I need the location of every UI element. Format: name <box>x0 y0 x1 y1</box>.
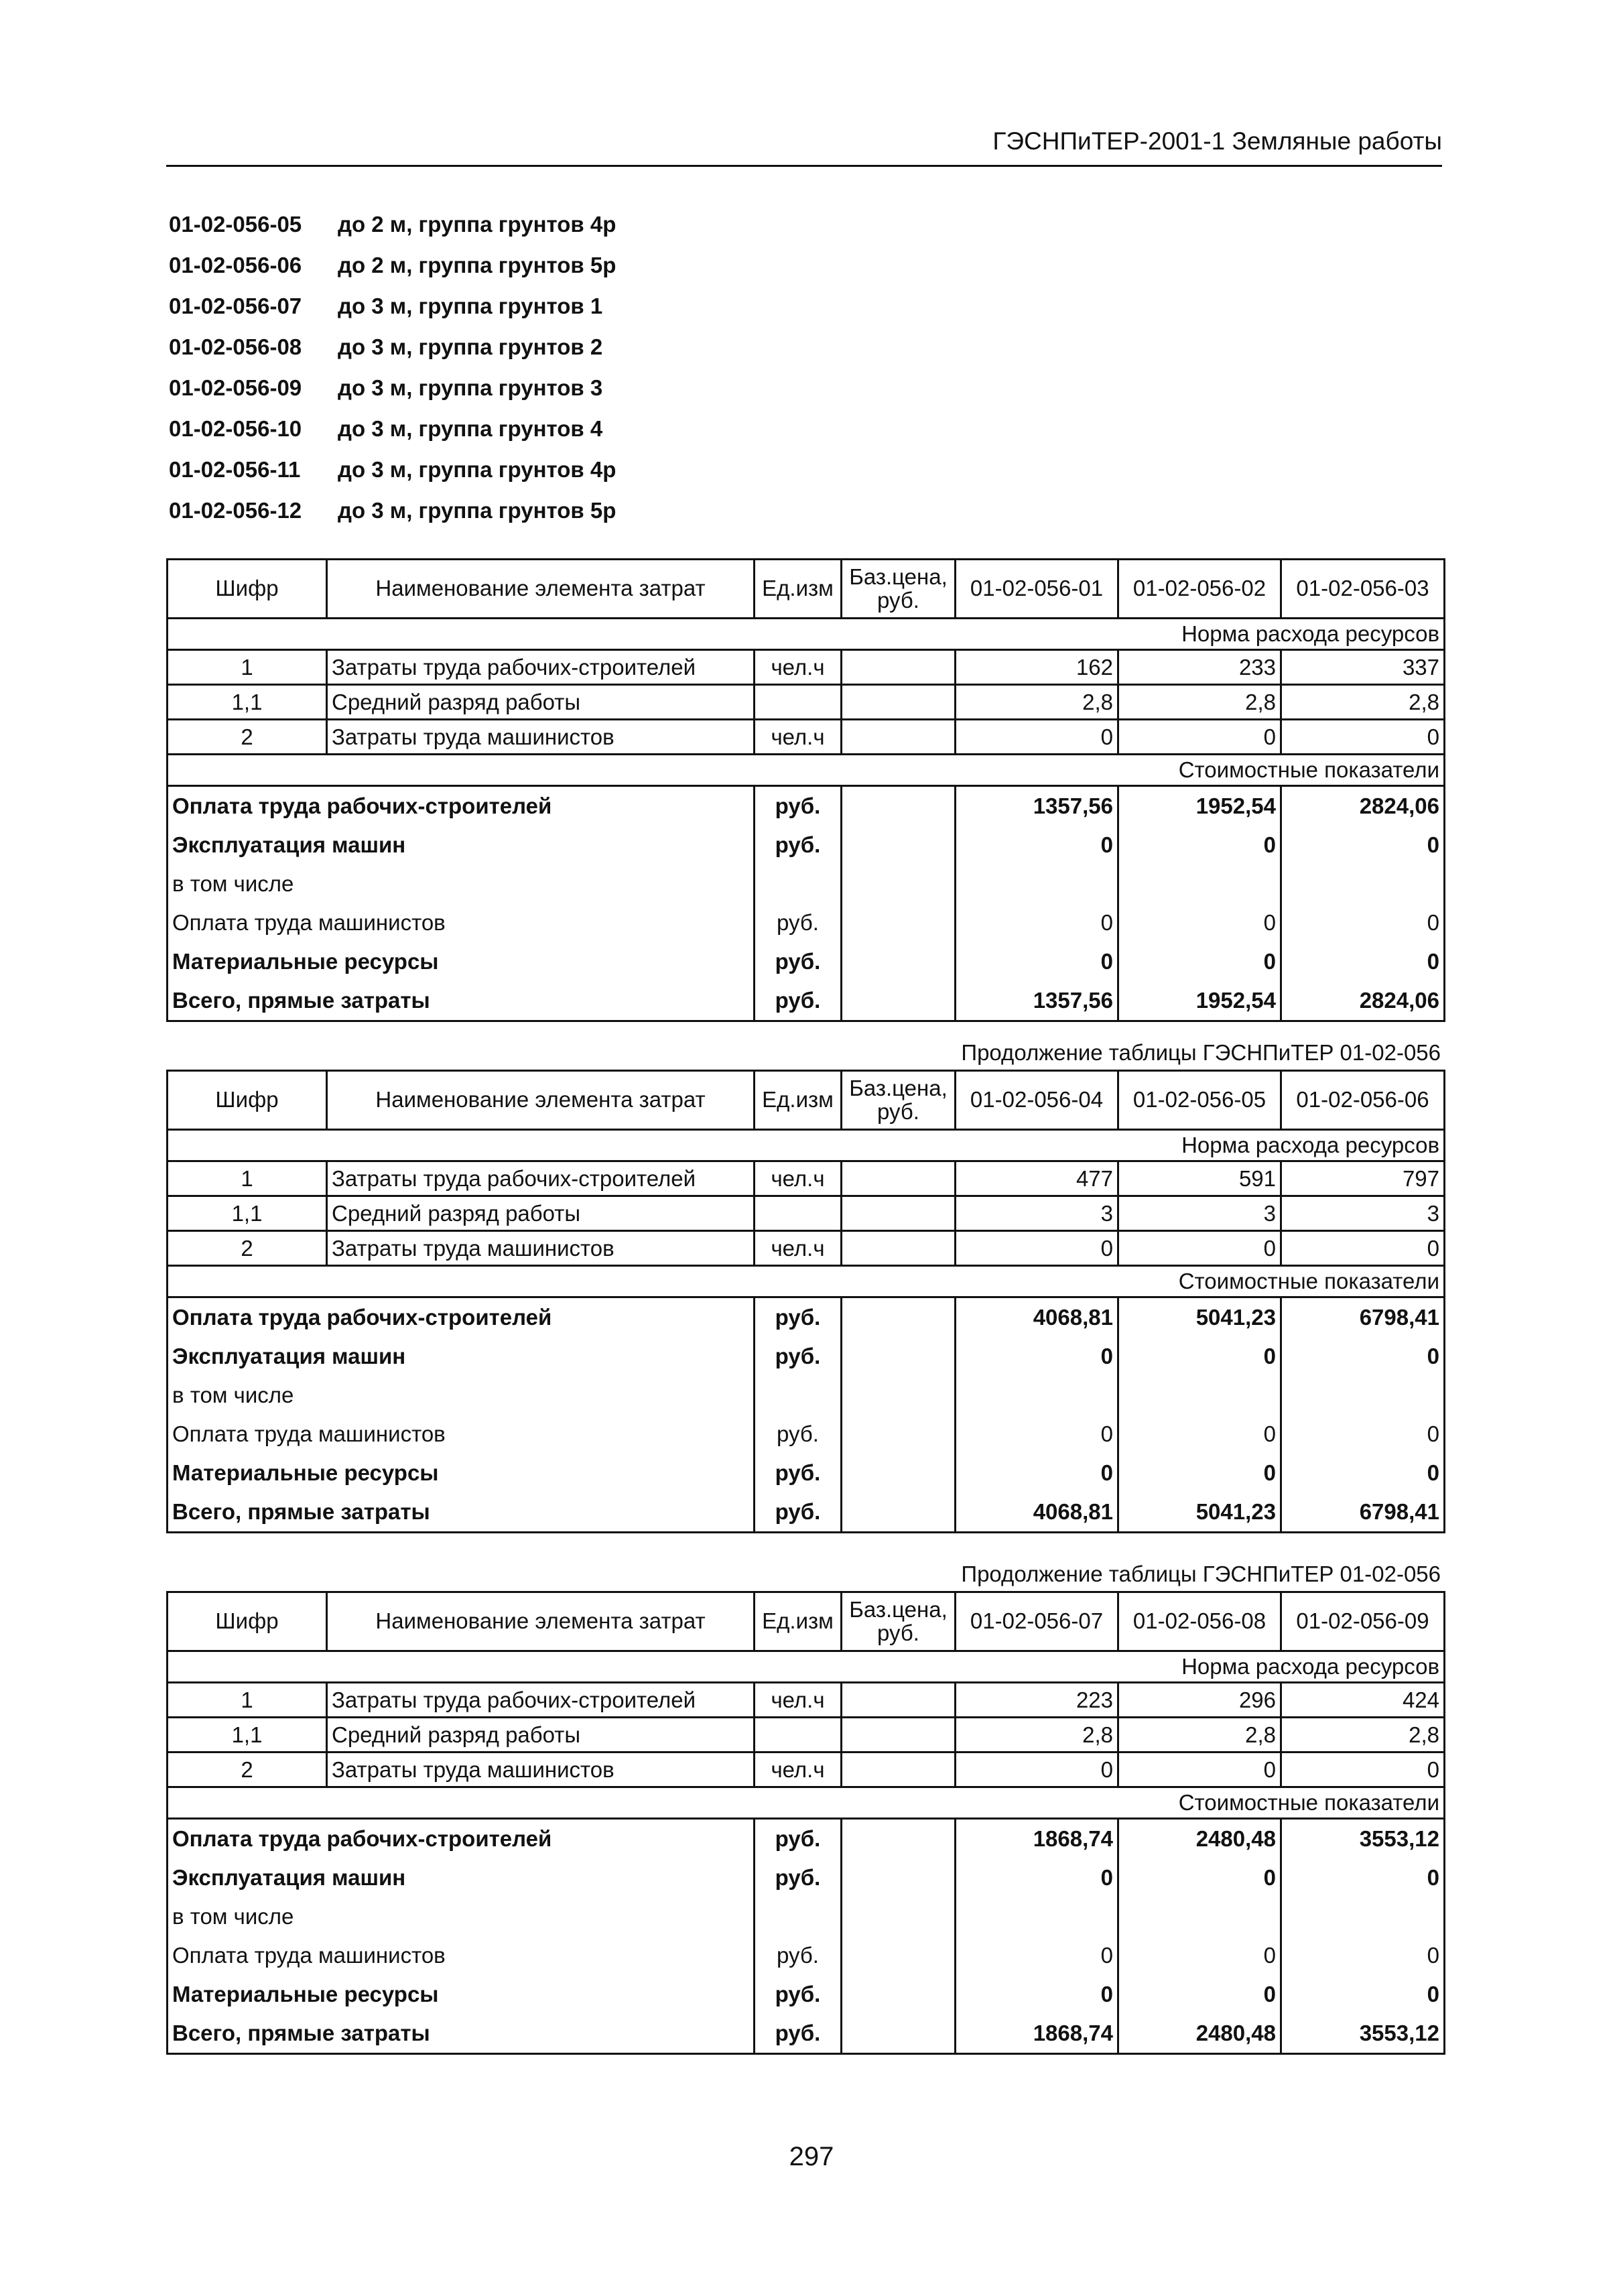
table-row <box>168 1683 1445 1718</box>
cost-table <box>166 1591 1445 2055</box>
resource-unit: чел.ч <box>755 1161 842 1196</box>
code-description: до 3 м, группа грунтов 5р <box>338 497 616 523</box>
resource-name: Средний разряд работы <box>327 1718 755 1752</box>
header-name: Наименование элемента затрат <box>327 1592 755 1651</box>
table-caption: Продолжение таблицы ГЭСНПиТЕР 01-02-056 <box>961 1561 1441 1586</box>
cost-value <box>1118 865 1281 903</box>
resource-number: 1 <box>168 1161 327 1196</box>
cost-value: 1357,56 <box>956 981 1118 1021</box>
header-name: Наименование элемента затрат <box>327 1071 755 1130</box>
cost-base-price <box>842 1819 956 1859</box>
cost-unit: руб. <box>755 942 842 981</box>
resource-name: Затраты труда рабочих-строителей <box>327 1683 755 1718</box>
header-code-column: 01-02-056-01 <box>956 560 1118 619</box>
code-list-item <box>169 490 616 531</box>
table-header-row <box>168 1592 1445 1651</box>
code-description: до 3 м, группа грунтов 4 <box>338 416 603 441</box>
cost-value: 0 <box>956 1454 1118 1492</box>
cost-table-section <box>166 1561 1443 2055</box>
page-header-title: ГЭСНПиТЕР-2001-1 Земляные работы <box>992 127 1442 155</box>
cost-base-price <box>842 1858 956 1897</box>
cost-unit <box>755 1897 842 1936</box>
resource-value: 0 <box>956 1231 1118 1266</box>
cost-value: 0 <box>956 826 1118 865</box>
cost-name: Эксплуатация машин <box>172 1865 406 1890</box>
resource-value: 223 <box>956 1683 1118 1718</box>
cost-value: 1868,74 <box>956 1819 1118 1859</box>
cost-base-price <box>842 1897 956 1936</box>
cost-value <box>1281 865 1445 903</box>
cost-unit: руб. <box>755 786 842 826</box>
header-cipher: Шифр <box>168 1592 327 1651</box>
table-row <box>168 1161 1445 1196</box>
cost-value: 4068,81 <box>956 1492 1118 1533</box>
code-cipher: 01-02-056-11 <box>169 456 301 482</box>
cost-value: 1868,74 <box>956 2014 1118 2054</box>
table-row <box>168 1752 1445 1787</box>
cost-value: 0 <box>1281 1454 1445 1492</box>
cost-base-price <box>842 942 956 981</box>
resource-value: 2,8 <box>1118 1718 1281 1752</box>
cost-band: Стоимостные показатели <box>168 1787 1445 1819</box>
cost-table-section <box>166 554 1443 1022</box>
cost-value <box>1118 1897 1281 1936</box>
cost-name: Материальные ресурсы <box>172 949 439 974</box>
cost-unit: руб. <box>755 981 842 1021</box>
cost-base-price <box>842 1337 956 1376</box>
resource-number: 1 <box>168 650 327 685</box>
resource-unit: чел.ч <box>755 1752 842 1787</box>
norm-band: Норма расхода ресурсов <box>168 619 1445 650</box>
header-base-price <box>842 1592 956 1651</box>
cost-value: 0 <box>956 903 1118 942</box>
table-row <box>168 650 1445 685</box>
resource-value: 797 <box>1281 1161 1445 1196</box>
cost-base-price <box>842 826 956 865</box>
resource-number: 1,1 <box>168 1196 327 1231</box>
table-header-row <box>168 560 1445 619</box>
cost-value: 4068,81 <box>956 1297 1118 1338</box>
resource-value: 2,8 <box>1118 685 1281 720</box>
cost-name: Оплата труда рабочих-строителей <box>172 793 552 818</box>
norm-band: Норма расхода ресурсов <box>168 1130 1445 1161</box>
cost-value: 6798,41 <box>1281 1492 1445 1533</box>
cost-base-price <box>842 981 956 1021</box>
resource-value: 0 <box>1118 1752 1281 1787</box>
table-header-row <box>168 1071 1445 1130</box>
resource-unit <box>755 1718 842 1752</box>
cost-base-price <box>842 1454 956 1492</box>
table-row <box>168 1492 1445 1533</box>
cost-value: 3553,12 <box>1281 2014 1445 2054</box>
cost-base-price <box>842 1975 956 2014</box>
code-cipher: 01-02-056-09 <box>169 375 302 400</box>
resource-base-price <box>842 1161 956 1196</box>
table-row <box>168 1337 1445 1376</box>
resource-value: 2,8 <box>956 1718 1118 1752</box>
table-row <box>168 1454 1445 1492</box>
cost-unit: руб. <box>755 903 842 942</box>
cost-value: 5041,23 <box>1118 1297 1281 1338</box>
cost-value <box>956 1897 1118 1936</box>
cost-name: Всего, прямые затраты <box>168 981 755 1021</box>
header-base-price-line2: руб. <box>877 587 919 613</box>
cost-value: 0 <box>1118 1936 1281 1975</box>
resource-value: 0 <box>1281 1231 1445 1266</box>
cost-value: 0 <box>1281 1975 1445 2014</box>
cost-value: 0 <box>1281 826 1445 865</box>
table-row <box>168 720 1445 755</box>
resource-base-price <box>842 1196 956 1231</box>
cost-name: Материальные ресурсы <box>172 1460 439 1485</box>
cost-value: 0 <box>956 1415 1118 1454</box>
header-code-column: 01-02-056-07 <box>956 1592 1118 1651</box>
header-base-price-line1: Баз.цена, <box>849 1075 948 1100</box>
resource-value: 477 <box>956 1161 1118 1196</box>
norm-band: Норма расхода ресурсов <box>168 1651 1445 1683</box>
cost-name: Всего, прямые затраты <box>168 2014 755 2054</box>
cost-value: 0 <box>1281 903 1445 942</box>
resource-name: Средний разряд работы <box>327 685 755 720</box>
cost-base-price <box>842 1415 956 1454</box>
resource-name: Средний разряд работы <box>327 1196 755 1231</box>
resource-unit: чел.ч <box>755 720 842 755</box>
cost-unit: руб. <box>755 826 842 865</box>
resource-number: 1,1 <box>168 685 327 720</box>
header-unit: Ед.изм <box>755 560 842 619</box>
code-cipher: 01-02-056-10 <box>169 416 302 441</box>
cost-value: 0 <box>1281 1337 1445 1376</box>
code-cipher: 01-02-056-05 <box>169 211 302 237</box>
code-list-item <box>169 245 616 285</box>
cost-value: 1952,54 <box>1118 981 1281 1021</box>
cost-value: 0 <box>956 1337 1118 1376</box>
resource-base-price <box>842 1231 956 1266</box>
resource-value: 0 <box>1281 720 1445 755</box>
page-number: 297 <box>789 2142 834 2171</box>
cost-name: Оплата труда машинистов <box>172 910 446 935</box>
code-cipher: 01-02-056-06 <box>169 252 302 277</box>
resource-number: 2 <box>168 1752 327 1787</box>
resource-value: 2,8 <box>1281 685 1445 720</box>
table-row <box>168 1196 1445 1231</box>
cost-unit: руб. <box>755 2014 842 2054</box>
cost-value: 5041,23 <box>1118 1492 1281 1533</box>
code-list-item <box>169 449 616 490</box>
cost-value: 0 <box>1281 1936 1445 1975</box>
cost-value: 0 <box>956 1858 1118 1897</box>
resource-base-price <box>842 1718 956 1752</box>
table-row <box>168 2014 1445 2054</box>
table-row <box>168 865 1445 903</box>
resource-value: 3 <box>1118 1196 1281 1231</box>
resource-unit <box>755 685 842 720</box>
code-description: до 3 м, группа грунтов 3 <box>338 375 603 400</box>
resource-value: 0 <box>1118 720 1281 755</box>
cost-value: 0 <box>1118 1858 1281 1897</box>
cost-name: Эксплуатация машин <box>172 1344 406 1368</box>
resource-base-price <box>842 650 956 685</box>
resource-number: 2 <box>168 720 327 755</box>
cost-name: в том числе <box>172 1904 294 1929</box>
header-cipher: Шифр <box>168 1071 327 1130</box>
table-row <box>168 1231 1445 1266</box>
cost-value: 0 <box>1118 903 1281 942</box>
table-row <box>168 1376 1445 1415</box>
header-base-price-line2: руб. <box>877 1620 919 1645</box>
resource-number: 1,1 <box>168 1718 327 1752</box>
cost-base-price <box>842 1376 956 1415</box>
cost-unit <box>755 1376 842 1415</box>
code-list <box>169 204 616 531</box>
code-list-item <box>169 326 616 367</box>
resource-base-price <box>842 685 956 720</box>
resource-value: 3 <box>1281 1196 1445 1231</box>
cost-value <box>956 865 1118 903</box>
cost-value: 0 <box>956 1975 1118 2014</box>
code-cipher: 01-02-056-07 <box>169 293 302 318</box>
cost-unit: руб. <box>755 1297 842 1338</box>
cost-base-price <box>842 786 956 826</box>
cost-value: 0 <box>1281 942 1445 981</box>
cost-value: 0 <box>1118 942 1281 981</box>
cost-value: 2480,48 <box>1118 2014 1281 2054</box>
header-code-column: 01-02-056-08 <box>1118 1592 1281 1651</box>
code-description: до 2 м, группа грунтов 5р <box>338 252 616 277</box>
code-cipher: 01-02-056-12 <box>169 497 302 523</box>
cost-band: Стоимостные показатели <box>168 1266 1445 1297</box>
cost-value: 1357,56 <box>956 786 1118 826</box>
resource-value: 424 <box>1281 1683 1445 1718</box>
cost-value: 2824,06 <box>1281 786 1445 826</box>
cost-base-price <box>842 865 956 903</box>
table-row <box>168 786 1445 826</box>
cost-value: 3553,12 <box>1281 1819 1445 1859</box>
table-row <box>168 826 1445 865</box>
cost-name: в том числе <box>172 1383 294 1407</box>
resource-number: 1 <box>168 1683 327 1718</box>
cost-base-price <box>842 1492 956 1533</box>
header-code-column: 01-02-056-03 <box>1281 560 1445 619</box>
table-row <box>168 1718 1445 1752</box>
cost-value: 0 <box>1118 1415 1281 1454</box>
cost-base-price <box>842 1297 956 1338</box>
resource-value: 162 <box>956 650 1118 685</box>
cost-name: Материальные ресурсы <box>172 1982 439 2006</box>
code-description: до 3 м, группа грунтов 1 <box>338 293 603 318</box>
resource-value: 0 <box>1281 1752 1445 1787</box>
header-divider <box>166 165 1442 167</box>
resource-value: 0 <box>1118 1231 1281 1266</box>
cost-unit: руб. <box>755 1975 842 2014</box>
table-row <box>168 1975 1445 2014</box>
header-code-column: 01-02-056-05 <box>1118 1071 1281 1130</box>
table-row <box>168 1897 1445 1936</box>
resource-value: 591 <box>1118 1161 1281 1196</box>
cost-value: 2824,06 <box>1281 981 1445 1021</box>
code-list-item <box>169 367 616 408</box>
resource-name: Затраты труда машинистов <box>327 720 755 755</box>
cost-name: Всего, прямые затраты <box>168 1492 755 1533</box>
cost-table <box>166 1070 1445 1533</box>
cost-base-price <box>842 903 956 942</box>
cost-value: 0 <box>1118 1337 1281 1376</box>
table-row <box>168 903 1445 942</box>
cost-value: 0 <box>1281 1415 1445 1454</box>
cost-unit: руб. <box>755 1492 842 1533</box>
cost-value: 0 <box>1281 1858 1445 1897</box>
cost-table <box>166 558 1445 1022</box>
code-description: до 3 м, группа грунтов 4р <box>338 456 616 482</box>
resource-base-price <box>842 720 956 755</box>
resource-value: 296 <box>1118 1683 1281 1718</box>
cost-value <box>1281 1376 1445 1415</box>
cost-name: Оплата труда рабочих-строителей <box>172 1826 552 1851</box>
cost-unit: руб. <box>755 1415 842 1454</box>
header-code-column: 01-02-056-02 <box>1118 560 1281 619</box>
cost-value: 6798,41 <box>1281 1297 1445 1338</box>
code-description: до 2 м, группа грунтов 4р <box>338 211 616 237</box>
resource-value: 233 <box>1118 650 1281 685</box>
header-base-price <box>842 1071 956 1130</box>
table-row <box>168 942 1445 981</box>
cost-value: 2480,48 <box>1118 1819 1281 1859</box>
resource-value: 2,8 <box>1281 1718 1445 1752</box>
table-row <box>168 685 1445 720</box>
code-list-item <box>169 408 616 449</box>
cost-table-section <box>166 1040 1443 1533</box>
resource-unit: чел.ч <box>755 650 842 685</box>
cost-value: 0 <box>1118 826 1281 865</box>
header-code-column: 01-02-056-06 <box>1281 1071 1445 1130</box>
resource-name: Затраты труда рабочих-строителей <box>327 650 755 685</box>
table-caption: Продолжение таблицы ГЭСНПиТЕР 01-02-056 <box>961 1040 1441 1065</box>
code-list-item <box>169 285 616 326</box>
resource-name: Затраты труда рабочих-строителей <box>327 1161 755 1196</box>
resource-base-price <box>842 1752 956 1787</box>
header-cipher: Шифр <box>168 560 327 619</box>
cost-value <box>956 1376 1118 1415</box>
cost-value <box>1118 1376 1281 1415</box>
header-base-price-line2: руб. <box>877 1098 919 1124</box>
cost-name: в том числе <box>172 871 294 896</box>
cost-name: Оплата труда машинистов <box>172 1421 446 1446</box>
cost-value: 0 <box>956 942 1118 981</box>
cost-base-price <box>842 2014 956 2054</box>
resource-value: 3 <box>956 1196 1118 1231</box>
code-description: до 3 м, группа грунтов 2 <box>338 334 603 359</box>
cost-name: Оплата труда машинистов <box>172 1943 446 1968</box>
header-code-column: 01-02-056-04 <box>956 1071 1118 1130</box>
header-unit: Ед.изм <box>755 1071 842 1130</box>
cost-unit: руб. <box>755 1936 842 1975</box>
cost-unit: руб. <box>755 1454 842 1492</box>
resource-value: 337 <box>1281 650 1445 685</box>
code-cipher: 01-02-056-08 <box>169 334 302 359</box>
cost-unit: руб. <box>755 1819 842 1859</box>
cost-unit: руб. <box>755 1337 842 1376</box>
resource-unit: чел.ч <box>755 1683 842 1718</box>
cost-name: Оплата труда рабочих-строителей <box>172 1305 552 1330</box>
cost-band: Стоимостные показатели <box>168 755 1445 786</box>
cost-value: 0 <box>1118 1975 1281 2014</box>
resource-value: 0 <box>956 1752 1118 1787</box>
table-row <box>168 1936 1445 1975</box>
resource-unit <box>755 1196 842 1231</box>
cost-value: 0 <box>1118 1454 1281 1492</box>
cost-base-price <box>842 1936 956 1975</box>
resource-unit: чел.ч <box>755 1231 842 1266</box>
code-list-item <box>169 204 616 245</box>
cost-value: 0 <box>956 1936 1118 1975</box>
resource-value: 0 <box>956 720 1118 755</box>
table-row <box>168 981 1445 1021</box>
table-row <box>168 1297 1445 1338</box>
resource-name: Затраты труда машинистов <box>327 1231 755 1266</box>
header-base-price-line1: Баз.цена, <box>849 564 948 589</box>
cost-unit: руб. <box>755 1858 842 1897</box>
resource-name: Затраты труда машинистов <box>327 1752 755 1787</box>
resource-number: 2 <box>168 1231 327 1266</box>
cost-name: Эксплуатация машин <box>172 832 406 857</box>
cost-unit <box>755 865 842 903</box>
resource-value: 2,8 <box>956 685 1118 720</box>
cost-value <box>1281 1897 1445 1936</box>
table-row <box>168 1858 1445 1897</box>
header-name: Наименование элемента затрат <box>327 560 755 619</box>
cost-value: 1952,54 <box>1118 786 1281 826</box>
header-base-price-line1: Баз.цена, <box>849 1596 948 1622</box>
header-unit: Ед.изм <box>755 1592 842 1651</box>
header-code-column: 01-02-056-09 <box>1281 1592 1445 1651</box>
header-base-price <box>842 560 956 619</box>
resource-base-price <box>842 1683 956 1718</box>
table-row <box>168 1415 1445 1454</box>
table-row <box>168 1819 1445 1859</box>
